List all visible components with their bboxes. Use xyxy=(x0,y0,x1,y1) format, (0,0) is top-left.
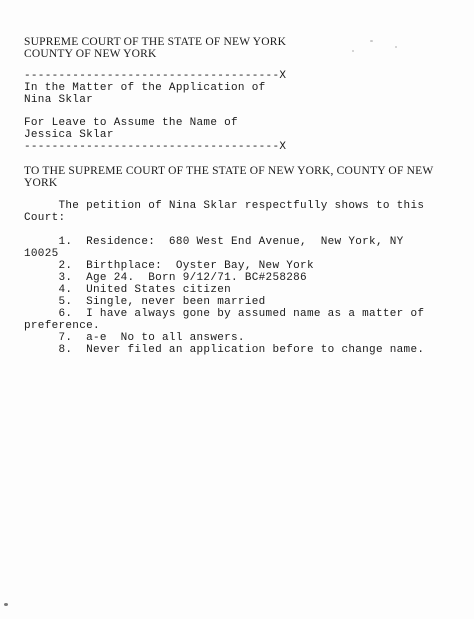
list-item: 6. I have always gone by assumed name as a matter of xyxy=(24,308,425,320)
list-item: 7. a-e No to all answers. xyxy=(24,332,245,344)
caption-rule-top: -------------------------------------X xyxy=(24,70,287,82)
scan-speck xyxy=(395,46,397,48)
list-item: 5. Single, never been married xyxy=(24,296,266,308)
list-item: 2. Birthplace: Oyster Bay, New York xyxy=(24,260,314,272)
list-item: 10025 xyxy=(24,248,59,260)
intro-line2: Court: xyxy=(24,212,66,224)
matter-line1: In the Matter of the Application of xyxy=(24,82,266,94)
list-item: 3. Age 24. Born 9/12/71. BC#258286 xyxy=(24,272,307,284)
list-item: preference. xyxy=(24,320,100,332)
caption-rule-bottom: -------------------------------------X xyxy=(24,141,287,153)
matter-line2: Nina Sklar xyxy=(24,94,94,106)
list-item: 8. Never filed an application before to change name. xyxy=(24,344,425,356)
leave-line2: Jessica Sklar xyxy=(24,129,114,141)
scan-speck xyxy=(4,603,8,606)
intro-line1: The petition of Nina Sklar respectfully shows to this xyxy=(24,200,425,212)
scan-speck xyxy=(370,40,373,42)
address-line1: TO THE SUPREME COURT OF THE STATE OF NEW YORK, COUNTY OF NEW xyxy=(24,165,434,177)
list-item: 1. Residence: 680 West End Avenue, New York, NY xyxy=(24,236,404,248)
address-line2: YORK xyxy=(24,177,58,189)
court-heading-line1: SUPREME COURT OF THE STATE OF NEW YORK xyxy=(24,36,287,48)
leave-line1: For Leave to Assume the Name of xyxy=(24,117,238,129)
list-item: 4. United States citizen xyxy=(24,284,232,296)
court-heading-line2: COUNTY OF NEW YORK xyxy=(24,48,157,60)
scan-speck xyxy=(352,50,354,52)
